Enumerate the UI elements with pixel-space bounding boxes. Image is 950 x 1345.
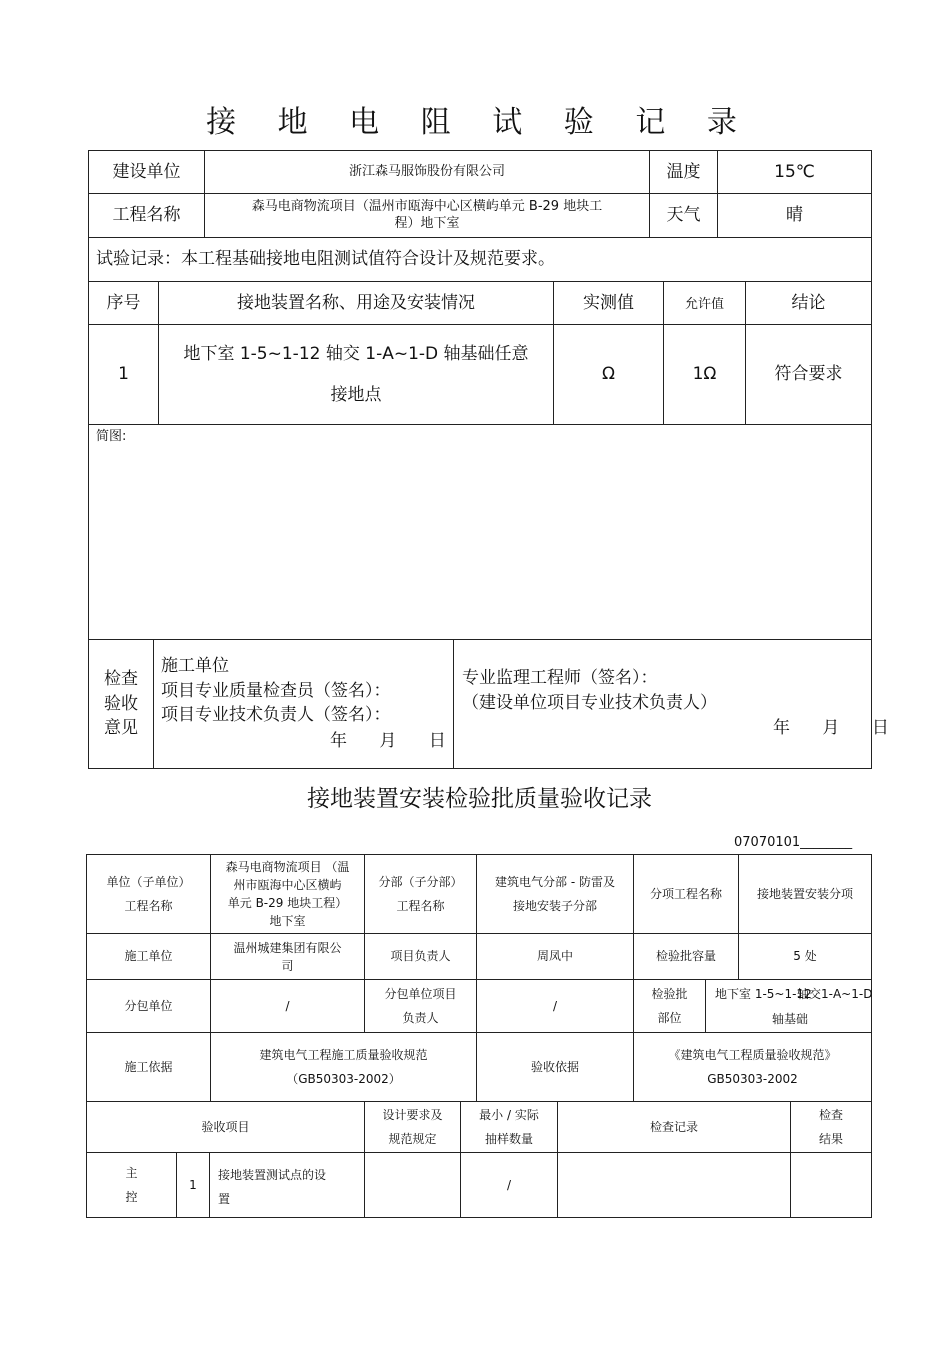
project-value: 森马电商物流项目（温州市瓯海中心区横屿单元 B-29 地块工 程）地下室 <box>251 199 603 231</box>
location-value-3: 轴基础 <box>772 1012 809 1026</box>
main-control-item: 接地装置测试点的设 置 <box>218 1168 327 1206</box>
location-label: 检验批 部位 <box>651 987 688 1025</box>
seq-value: 1 <box>118 364 129 385</box>
weather-value: 晴 <box>786 205 803 226</box>
capacity-value: 5 处 <box>793 949 817 964</box>
supervisor-date: 年 月 日 <box>773 718 889 738</box>
location-value-2: 轴交1-A~1-D <box>797 987 873 1001</box>
record-header: 检查记录 <box>649 1119 698 1134</box>
builder-label: 建设单位 <box>112 161 181 182</box>
basis-value: 建筑电气工程施工质量验收规范 （GB50303-2002） <box>259 1048 428 1086</box>
temperature-value: 15℃ <box>774 161 815 182</box>
sub-label: 分包单位 <box>124 998 173 1013</box>
pm-value: 周凤中 <box>536 949 573 964</box>
allowed-header: 允许值 <box>684 297 724 313</box>
sub-pm-label: 分包单位项目 负责人 <box>384 987 457 1025</box>
main-control-sample: / <box>506 1177 512 1192</box>
device-header: 接地装置名称、用途及安装情况 <box>237 292 475 313</box>
inspection-label: 检查 验收 意见 <box>104 669 138 739</box>
result-header: 检查 结果 <box>818 1108 843 1146</box>
builder-value: 浙江森马服饰股份有限公司 <box>348 164 505 180</box>
sketch-label: 简图: <box>96 429 127 444</box>
item-value: 接地装置安装分项 <box>756 886 853 901</box>
sub-pm-value: / <box>552 998 558 1013</box>
contractor-signoff: 施工单位 项目专业质量检查员（签名）： 项目专业技术负责人（签名）： <box>161 656 391 726</box>
sub-value: / <box>285 998 290 1013</box>
accept-label: 验收依据 <box>530 1059 579 1074</box>
unit-value: 森马电商物流项目 （温 州市瓯海中心区横屿 单元 B-29 地块工程） 地下室 <box>225 860 350 928</box>
part-label: 分部（子分部） 工程名称 <box>378 875 463 913</box>
main-control-label: 主 控 <box>125 1166 138 1204</box>
part-value: 建筑电气分部 - 防雷及 接地安装子分部 <box>495 875 615 913</box>
seq-header: 序号 <box>106 292 141 313</box>
form2-code: 07070101________ <box>734 835 853 850</box>
device-value: 地下室 1-5~1-12 轴交 1-A~1-D 轴基础任意 接地点 <box>183 343 529 405</box>
basis-label: 施工依据 <box>124 1059 173 1074</box>
form1-title: 接 地 电 阻 试 验 记 录 <box>206 104 753 140</box>
pm-label: 项目负责人 <box>390 949 451 964</box>
contractor-date: 年 月 日 <box>330 731 446 751</box>
temperature-label: 温度 <box>666 161 701 182</box>
main-control-no: 1 <box>189 1177 197 1192</box>
design-header: 设计要求及 规范规定 <box>382 1108 443 1146</box>
weather-label: 天气 <box>666 205 701 226</box>
location-value-1: 地下室 1-5~1-12 <box>715 987 812 1001</box>
conclusion-header: 结论 <box>791 292 826 313</box>
measured-value: Ω <box>602 364 615 385</box>
supervisor-signoff: 专业监理工程师（签名）： （建设单位项目专业技术负责人） <box>462 668 717 713</box>
conclusion-value: 符合要求 <box>774 364 843 385</box>
project-label: 工程名称 <box>112 205 181 226</box>
contractor-value: 温州城建集团有限公 司 <box>233 940 342 973</box>
sample-header: 最小 / 实际 抽样数量 <box>479 1108 539 1146</box>
allowed-value: 1Ω <box>692 364 717 385</box>
accept-value: 《建筑电气工程质量验收规范》 GB50303-2002 <box>668 1048 837 1086</box>
acceptance-item-header: 验收项目 <box>201 1119 250 1134</box>
form2-title: 接地装置安装检验批质量验收记录 <box>307 786 652 813</box>
measured-header: 实测值 <box>583 292 634 313</box>
test-record: 试验记录：本工程基础接地电阻测试值符合设计及规范要求。 <box>96 249 555 269</box>
contractor-label: 施工单位 <box>124 949 173 964</box>
capacity-label: 检验批容量 <box>655 949 716 964</box>
unit-label: 单位（子单位） 工程名称 <box>106 875 191 913</box>
item-label: 分项工程名称 <box>649 886 722 901</box>
